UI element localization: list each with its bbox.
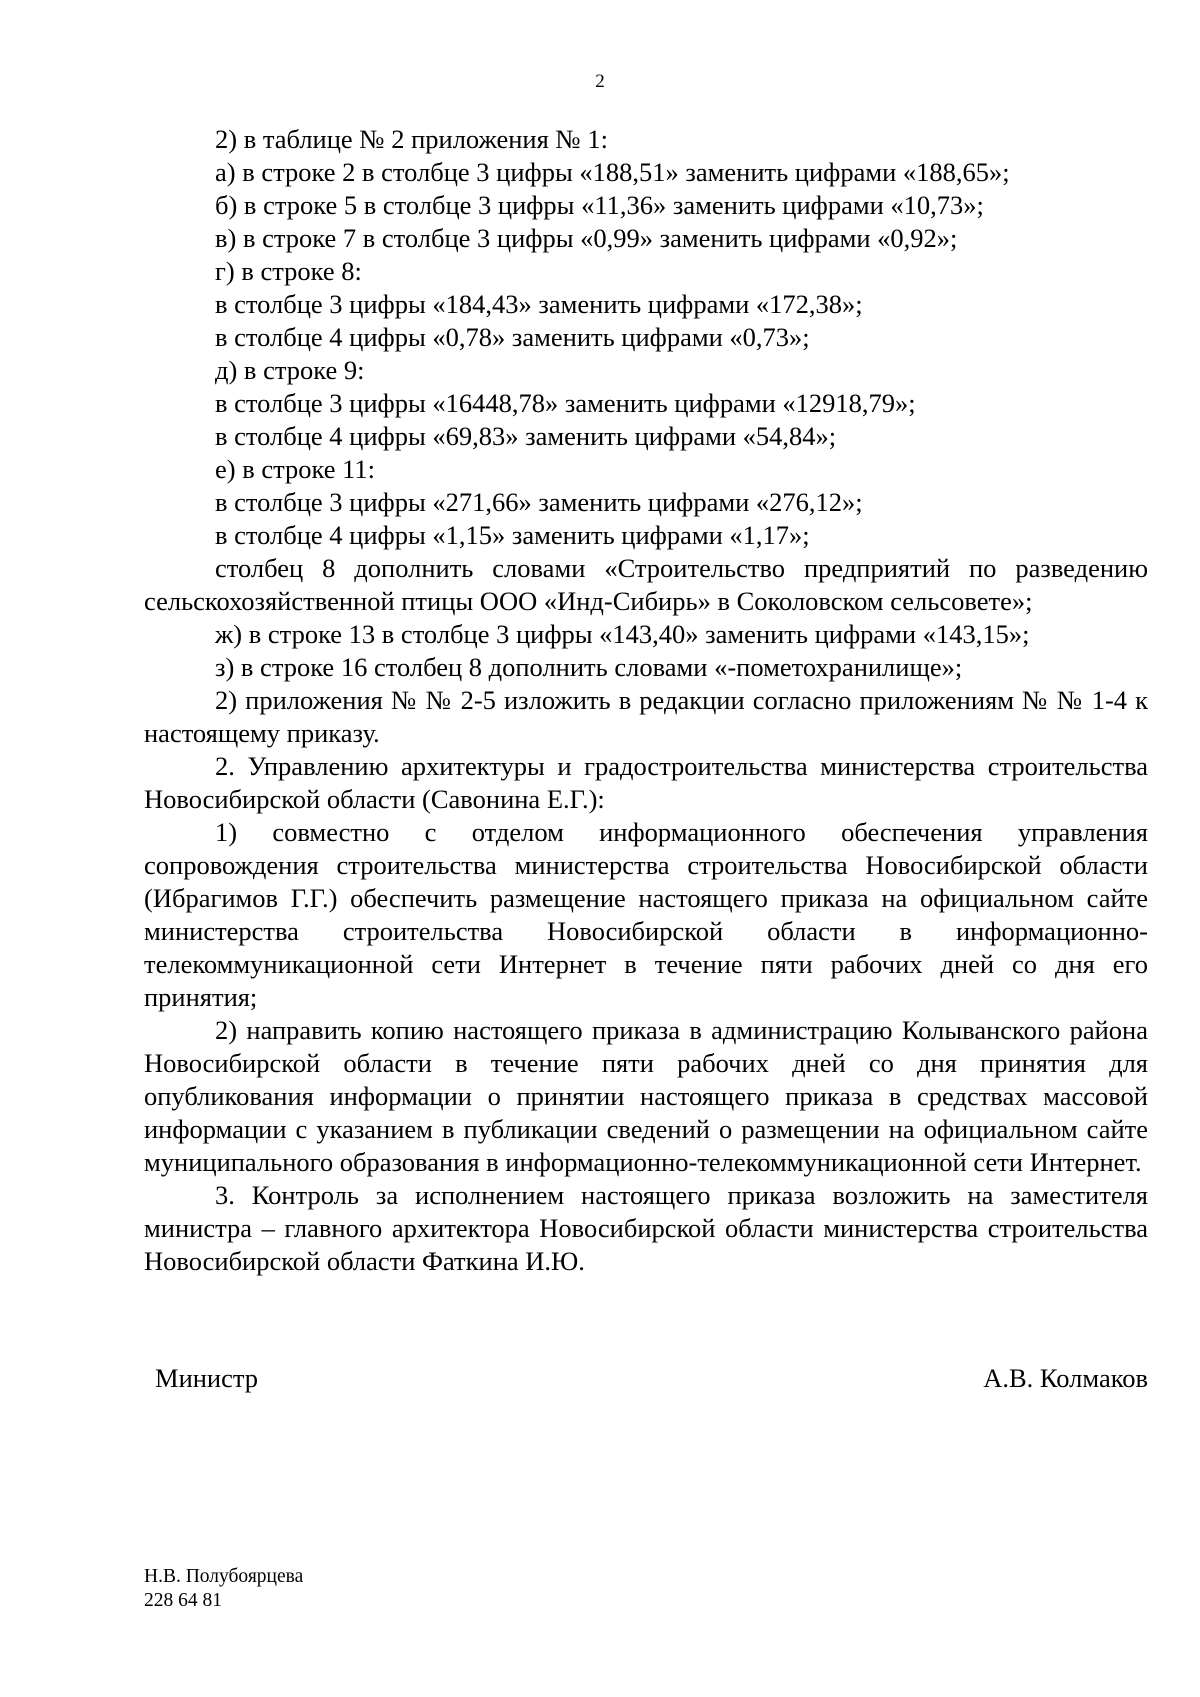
paragraph: г) в строке 8: — [215, 256, 362, 286]
paragraph: 2) приложения № № 2-5 изложить в редакции согласно приложениям № № 1-4 к настоящему приказу. — [144, 685, 1148, 748]
paragraph: д) в строке 9: — [215, 355, 365, 385]
paragraph: 2) направить копию настоящего приказа в администрацию Колыванского района Новосибирской области в течение пяти рабочих дней со дня принятия для опубликования информации о принятии настоящего приказа в средствах массовой информации с указанием в публикации сведений о размещении на официальном сайте муниципального образования в информационно-телекоммуникационной сети Интернет. — [144, 1015, 1148, 1177]
executor-phone: 228 64 81 — [144, 1590, 222, 1611]
paragraph: в столбце 4 цифры «1,15» заменить цифрами «1,17»; — [215, 520, 810, 550]
paragraph: в столбце 4 цифры «69,83» заменить цифрами «54,84»; — [215, 421, 837, 451]
paragraph: 3. Контроль за исполнением настоящего приказа возложить на заместителя министра – главного архитектора Новосибирской области министерства строительства Новосибирской области Фаткина И.Ю. — [144, 1180, 1148, 1276]
signer-position: Министр — [155, 1363, 259, 1393]
paragraph: 2. Управлению архитектуры и градостроительства министерства строительства Новосибирской области (Савонина Е.Г.): — [144, 751, 1148, 814]
signature-block — [155, 1362, 1148, 1395]
executor-block — [144, 1565, 303, 1613]
paragraph: в столбце 4 цифры «0,78» заменить цифрами «0,73»; — [215, 322, 810, 352]
paragraph: з) в строке 16 столбец 8 дополнить словами «-пометохранилище»; — [215, 652, 963, 682]
paragraph: в столбце 3 цифры «16448,78» заменить цифрами «12918,79»; — [215, 388, 916, 418]
paragraph: 1) совместно с отделом информационного обеспечения управления сопровождения строительства министерства строительства Новосибирской области (Ибрагимов Г.Г.) обеспечить размещение настоящего приказа на официальном сайте министерства строительства Новосибирской области в информационно-телекоммуникационной сети Интернет в течение пяти рабочих дней со дня его принятия; — [144, 817, 1148, 1012]
document-body — [144, 123, 1148, 1278]
paragraph: 2) в таблице № 2 приложения № 1: — [215, 124, 608, 154]
paragraph: б) в строке 5 в столбце 3 цифры «11,36» заменить цифрами «10,73»; — [215, 190, 984, 220]
paragraph: в столбце 3 цифры «271,66» заменить цифрами «276,12»; — [215, 487, 863, 517]
signer-name: А.В. Колмаков — [983, 1363, 1148, 1393]
paragraph: а) в строке 2 в столбце 3 цифры «188,51» заменить цифрами «188,65»; — [215, 157, 1010, 187]
paragraph: в столбце 3 цифры «184,43» заменить цифрами «172,38»; — [215, 289, 863, 319]
paragraph: е) в строке 11: — [215, 454, 375, 484]
paragraph: столбец 8 дополнить словами «Строительство предприятий по разведению сельскохозяйственной птицы ООО «Инд-Сибирь» в Соколовском сельсовете»; — [144, 553, 1148, 616]
executor-name: Н.В. Полубоярцева — [144, 1566, 304, 1587]
paragraph: в) в строке 7 в столбце 3 цифры «0,99» заменить цифрами «0,92»; — [215, 223, 958, 253]
paragraph: ж) в строке 13 в столбце 3 цифры «143,40» заменить цифрами «143,15»; — [215, 619, 1030, 649]
page-number: 2 — [595, 71, 605, 92]
